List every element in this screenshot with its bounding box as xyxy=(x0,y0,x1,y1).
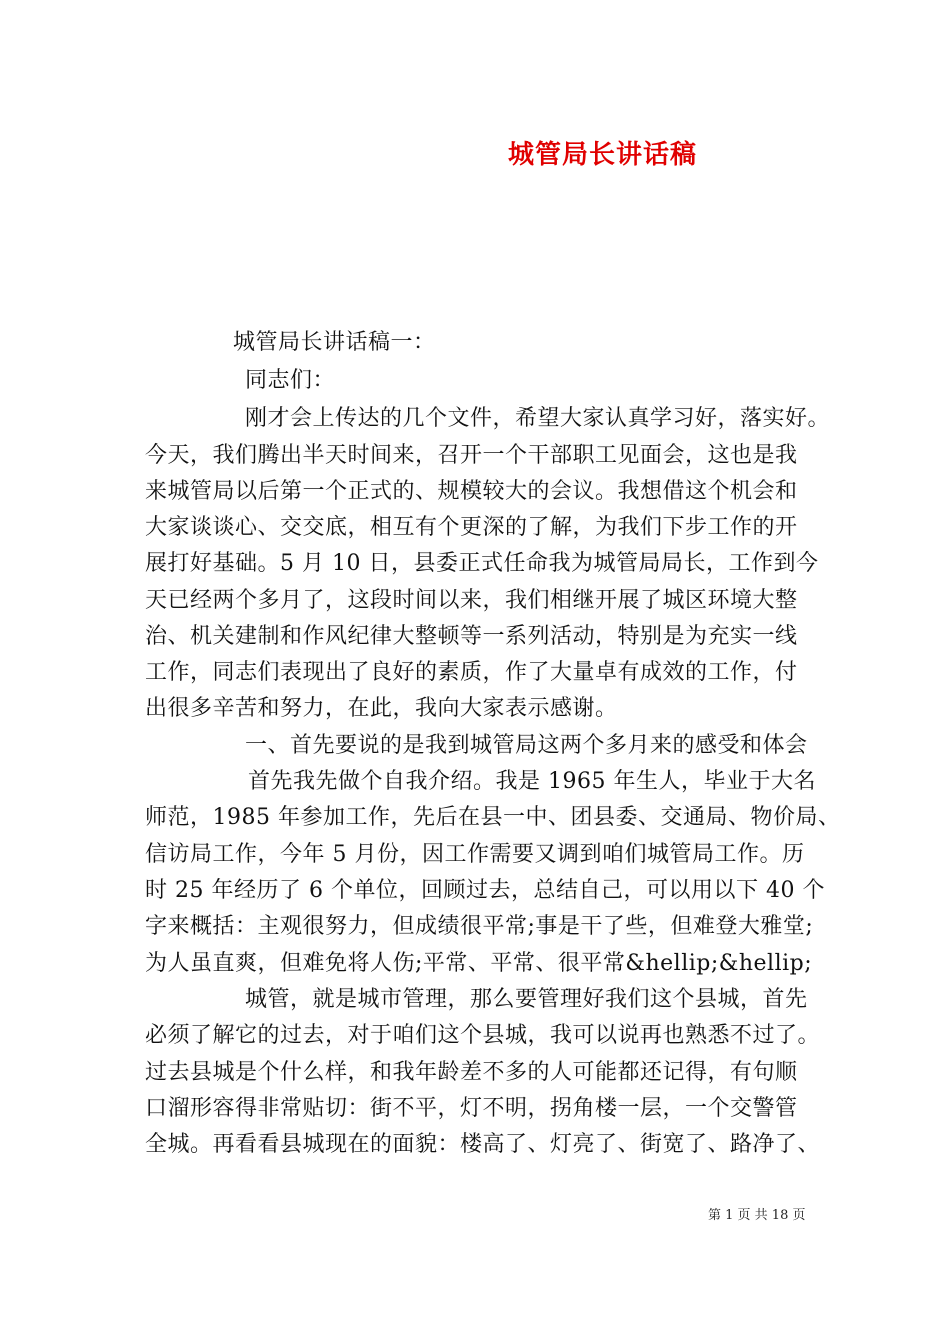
body-line-14: 师范，1985 年参加工作，先后在县一中、团县委、交通局、物价局、 xyxy=(145,805,841,830)
body-line-13: 首先我先做个自我介绍。我是 1965 年生人，毕业于大名 xyxy=(248,769,816,794)
section-heading-1: 一、首先要说的是我到城管局这两个多月来的感受和体会 xyxy=(245,733,808,758)
body-line-22: 口溜形容得非常贴切：街不平，灯不明，拐角楼一层，一个交警管 xyxy=(145,1096,798,1121)
body-line-10: 工作，同志们表现出了良好的素质，作了大量卓有成效的工作，付 xyxy=(145,660,798,685)
body-line-20: 必须了解它的过去，对于咱们这个县城，我可以说再也熟悉不过了。 xyxy=(145,1023,821,1048)
body-line-19: 城管，就是城市管理，那么要管理好我们这个县城，首先 xyxy=(245,987,808,1012)
body-line-1: 城管局长讲话稿一： xyxy=(233,330,436,355)
body-line-9: 治、机关建制和作风纪律大整顿等一系列活动，特别是为充实一线 xyxy=(145,624,798,649)
body-line-7: 展打好基础。5 月 10 日，县委正式任命我为城管局局长，工作到今 xyxy=(145,551,819,576)
body-line-21: 过去县城是个什么样，和我年龄差不多的人可能都还记得，有句顺 xyxy=(145,1060,798,1085)
page-number: 第 1 页 共 18 页 xyxy=(708,1208,806,1223)
body-line-16: 时 25 年经历了 6 个单位，回顾过去，总结自己，可以用以下 40 个 xyxy=(145,878,825,903)
body-line-6: 大家谈谈心、交交底，相互有个更深的了解，为我们下步工作的开 xyxy=(145,515,798,540)
body-line-11: 出很多辛苦和努力，在此，我向大家表示感谢。 xyxy=(145,696,618,721)
body-line-4: 今天，我们腾出半天时间来，召开一个干部职工见面会，这也是我 xyxy=(145,443,798,468)
body-line-3: 刚才会上传达的几个文件，希望大家认真学习好，落实好。 xyxy=(245,406,831,431)
body-line-18: 为人虽直爽，但难免将人伤;平常、平常、很平常&hellip;&hellip; xyxy=(145,951,813,976)
body-line-5: 来城管局以后第一个正式的、规模较大的会议。我想借这个机会和 xyxy=(145,479,798,504)
body-line-2: 同志们： xyxy=(245,368,336,393)
body-line-8: 天已经两个多月了，这段时间以来，我们相继开展了城区环境大整 xyxy=(145,588,798,613)
body-line-17: 字来概括：主观很努力，但成绩很平常;事是干了些，但难登大雅堂; xyxy=(145,914,814,939)
body-line-23: 全城。再看看县城现在的面貌：楼高了、灯亮了、街宽了、路净了、 xyxy=(145,1132,821,1157)
body-line-15: 信访局工作，今年 5 月份，因工作需要又调到咱们城管局工作。历 xyxy=(145,842,805,867)
document-title: 城管局长讲话稿 xyxy=(508,140,698,170)
